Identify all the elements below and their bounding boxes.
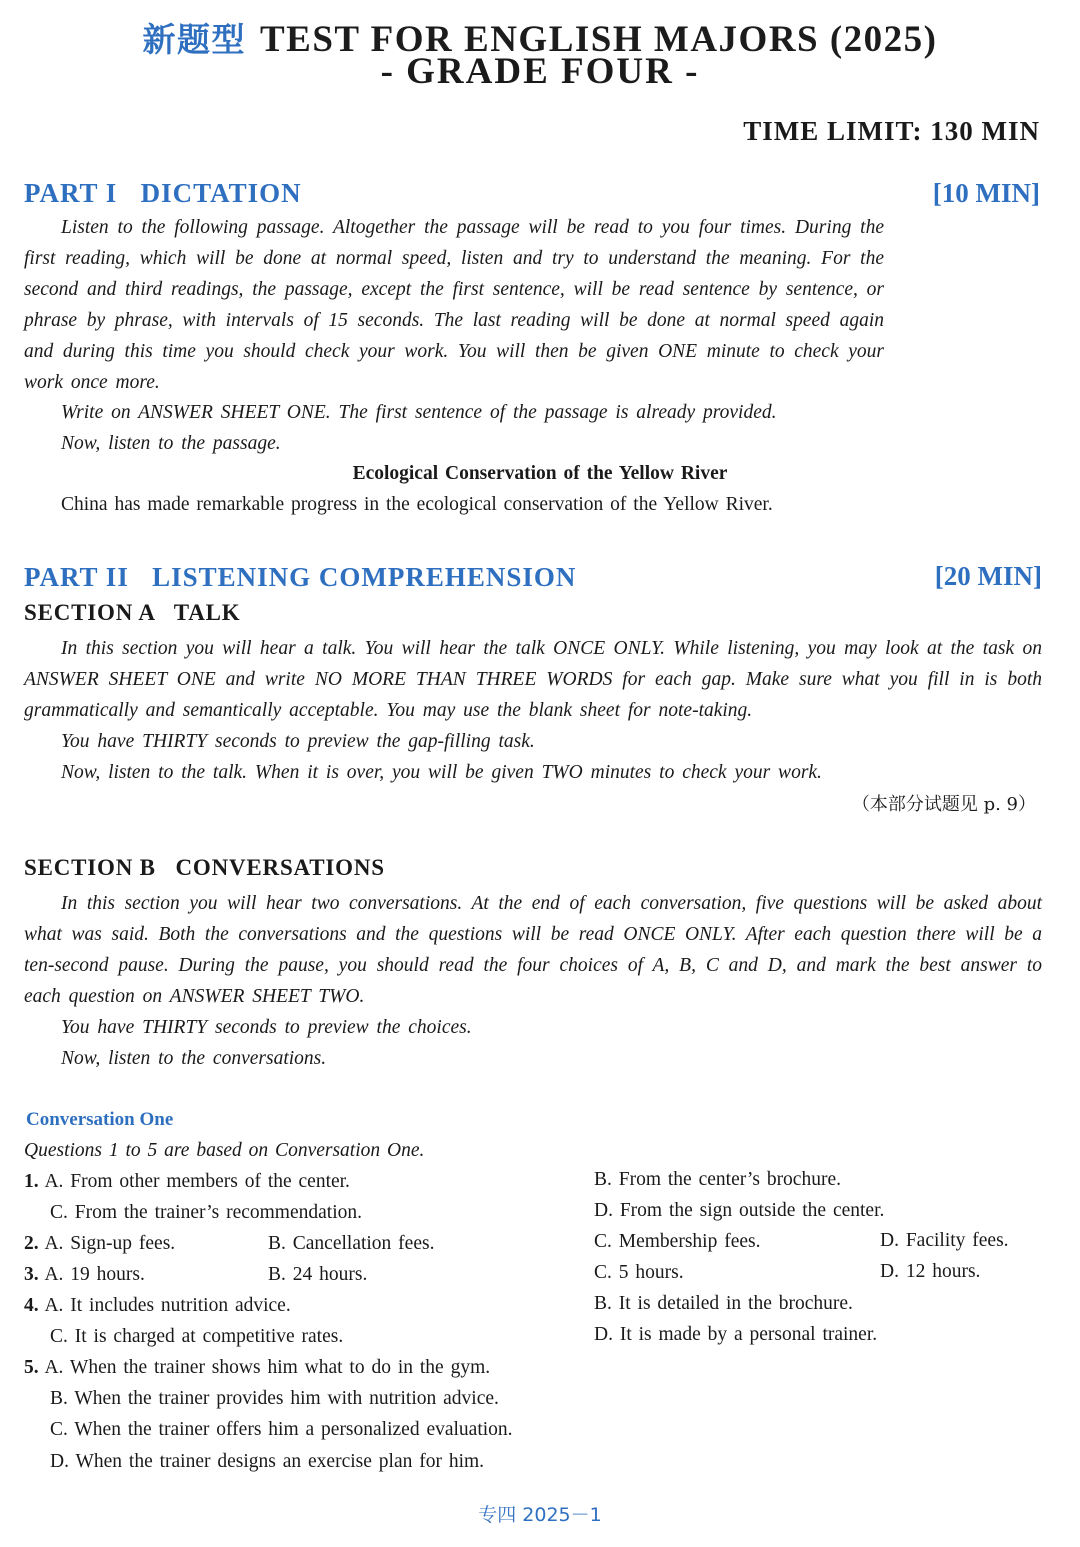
part1-heading: PART I DICTATION <box>24 178 302 208</box>
section-b-heading: SECTION B CONVERSATIONS <box>24 855 385 880</box>
option-b[interactable]: B. Cancellation fees. <box>268 1233 435 1254</box>
section-b-instruction-2: You have THIRTY seconds to preview the choices. <box>61 1017 472 1038</box>
option-b[interactable]: B. It is detailed in the brochure. <box>594 1293 853 1314</box>
page-footer: 专四 2025－1 <box>478 1504 602 1526</box>
option-a[interactable]: A. Sign-up fees. <box>44 1233 176 1254</box>
option-b[interactable]: B. 24 hours. <box>268 1264 368 1285</box>
option-b[interactable]: B. When the trainer provides him with nutrition advice. <box>50 1388 499 1409</box>
option-d[interactable]: D. 12 hours. <box>880 1261 981 1282</box>
question-number: 1. <box>24 1171 39 1192</box>
option-a[interactable]: A. When the trainer shows him what to do in the gym. <box>44 1357 491 1378</box>
option-a[interactable]: A. From other members of the center. <box>44 1171 350 1192</box>
time-limit: TIME LIMIT: 130 MIN <box>743 116 1040 146</box>
option-a[interactable]: A. It includes nutrition advice. <box>44 1295 291 1316</box>
section-a-instruction-2: You have THIRTY seconds to preview the gap-filling task. <box>61 731 535 752</box>
conversation-one-heading: Conversation One <box>26 1109 174 1130</box>
option-b[interactable]: B. From the center’s brochure. <box>594 1169 841 1190</box>
title-english: TEST FOR ENGLISH MAJORS (2025) <box>259 19 938 60</box>
section-a-page-note: （本部分试题见 p. 9） <box>851 794 1036 815</box>
option-c[interactable]: C. Membership fees. <box>594 1231 761 1252</box>
part2-time: [20 MIN] <box>934 561 1042 591</box>
part1-instruction-2: Write on ANSWER SHEET ONE. The first sentence of the passage is already provided. <box>61 402 777 423</box>
question-5 <box>24 1357 490 1379</box>
part2-heading: PART II LISTENING COMPREHENSION <box>24 562 577 592</box>
question-4 <box>24 1295 291 1317</box>
part1-instruction-1: Listen to the following passage. Altogether the passage will be read to you four times. During the first reading, which will be done at normal speed, listen and try to understand the meaning. For the second and third readings, the passage, except the first sentence, will be read sentence by sentence, or phrase by phrase, with intervals of 15 seconds. The last reading will be done at normal speed again and during this time you should check your work. You will then be given ONE minute to check your work once more. <box>24 217 884 393</box>
option-d[interactable]: D. When the trainer designs an exercise plan for him. <box>50 1451 485 1472</box>
question-2 <box>24 1233 175 1255</box>
option-d[interactable]: D. Facility fees. <box>880 1230 1009 1251</box>
section-b-instruction-3: Now, listen to the conversations. <box>61 1048 327 1069</box>
section-a-instruction-3: Now, listen to the talk. When it is over, you will be given TWO minutes to check your work. <box>61 762 822 783</box>
section-a-instruction-1: In this section you will hear a talk. You will hear the talk ONCE ONLY. While listening, you may look at the task on ANSWER SHEET ONE and write NO MORE THAN THREE WORDS for each gap. Make sure what you fill in is both grammatically and semantically acceptable. You may use the blank sheet for note-taking. <box>24 638 1042 721</box>
question-number: 3. <box>24 1264 39 1285</box>
part1-time: [10 MIN] <box>932 178 1040 208</box>
option-a[interactable]: A. 19 hours. <box>44 1264 145 1285</box>
question-1 <box>24 1171 350 1193</box>
title-new-format-label: 新题型 <box>142 20 246 59</box>
exam-subtitle: - GRADE FOUR - <box>380 51 700 92</box>
section-a-heading: SECTION A TALK <box>24 600 241 625</box>
option-c[interactable]: C. When the trainer offers him a personalized evaluation. <box>50 1419 513 1440</box>
option-c[interactable]: C. 5 hours. <box>594 1262 684 1283</box>
passage-first-sentence: China has made remarkable progress in the ecological conservation of the Yellow River. <box>61 494 773 515</box>
option-d[interactable]: D. From the sign outside the center. <box>594 1200 885 1221</box>
option-d[interactable]: D. It is made by a personal trainer. <box>594 1324 878 1345</box>
question-number: 2. <box>24 1233 39 1254</box>
question-number: 5. <box>24 1357 39 1378</box>
question-number: 4. <box>24 1295 39 1316</box>
conversation-one-prompt: Questions 1 to 5 are based on Conversation One. <box>24 1140 425 1161</box>
question-3 <box>24 1264 145 1286</box>
passage-title: Ecological Conservation of the Yellow River <box>352 463 728 484</box>
part1-instruction-3: Now, listen to the passage. <box>61 433 281 454</box>
option-c[interactable]: C. From the trainer’s recommendation. <box>50 1202 362 1223</box>
section-b-instruction-1: In this section you will hear two conversations. At the end of each conversation, five questions will be asked about what was said. Both the conversations and the questions will be read ONCE ONLY. After each question there will be a ten-second pause. During the pause, you should read the four choices of A, B, C and D, and mark the best answer to each question on ANSWER SHEET TWO. <box>24 893 1042 1007</box>
option-c[interactable]: C. It is charged at competitive rates. <box>50 1326 344 1347</box>
